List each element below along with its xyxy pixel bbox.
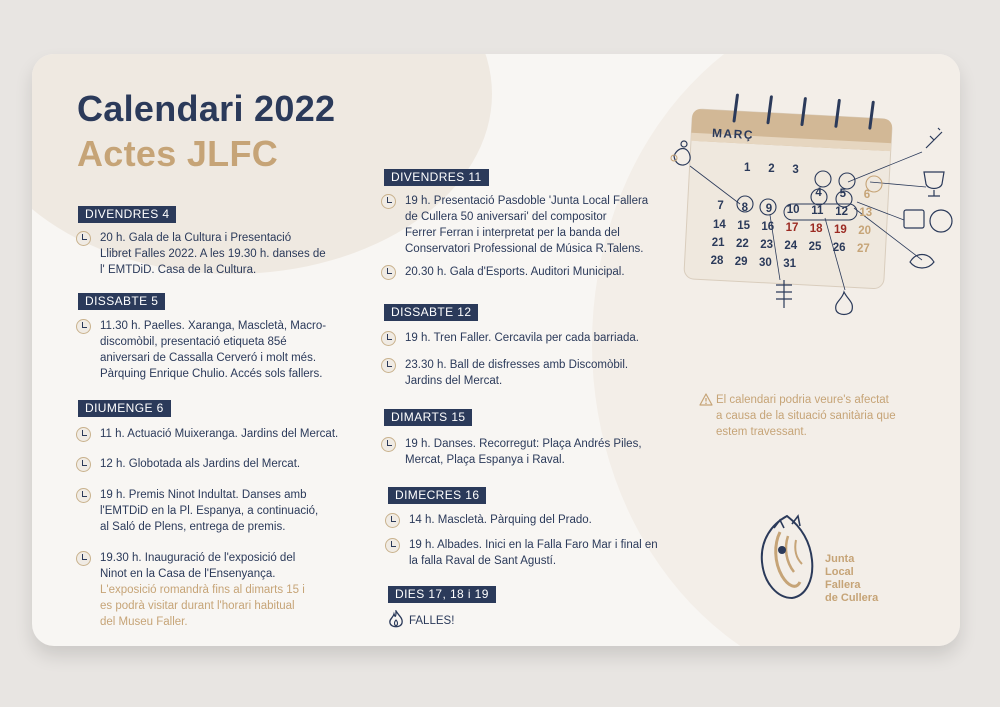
calendar-day: 26 bbox=[832, 242, 846, 255]
clock-icon bbox=[76, 427, 91, 442]
event-item: 19 h. Tren Faller. Cercavila per cada barriada. bbox=[405, 330, 695, 346]
calendar-day: 20 bbox=[858, 225, 871, 238]
day-header: DIMARTS 15 bbox=[384, 409, 472, 426]
event-item: 20 h. Gala de la Cultura i Presentació Llibret Falles 2022. A les 19.30 h. danses de l' EMTDiD. Casa de la Cultura. bbox=[100, 230, 370, 278]
calendar-day: 1 bbox=[743, 162, 751, 175]
calendar-day: 9 bbox=[765, 202, 773, 215]
calendar-day: 8 bbox=[741, 201, 748, 214]
flame-icon bbox=[387, 610, 405, 630]
event-note: es podrà visitar durant l'horari habitual bbox=[100, 600, 295, 612]
calendar-day: 12 bbox=[835, 205, 848, 218]
calendar-day: 27 bbox=[856, 243, 870, 256]
event-item: 19 h. Premis Ninot Indultat. Danses amb l'EMTDiD en la Pl. Espanya, a continuació, al Saló de Plens, entrega de premis. bbox=[100, 487, 370, 535]
event-item: 12 h. Globotada als Jardins del Mercat. bbox=[100, 456, 370, 472]
clock-icon bbox=[381, 331, 396, 346]
clock-icon bbox=[385, 538, 400, 553]
calendar-day: 21 bbox=[711, 236, 725, 249]
calendar-day: 13 bbox=[859, 207, 873, 219]
warning-notice: El calendari podria veure's afectat a causa de la situació sanitària que estem travessant. bbox=[716, 394, 896, 438]
calendar-day: 28 bbox=[710, 255, 724, 267]
event-item: 19 h. Albades. Inici en la Falla Faro Mar i final en la falla Raval de Sant Agustí. bbox=[409, 537, 699, 569]
calendar-day: 19 bbox=[833, 224, 847, 237]
calendar-day: 29 bbox=[734, 256, 748, 269]
clock-icon bbox=[76, 457, 91, 472]
calendar-day: 22 bbox=[735, 237, 749, 250]
calendar-day: 14 bbox=[712, 218, 726, 231]
event-item: 11.30 h. Paelles. Xaranga, Mascletà, Macro- discomòbil, presentació etiqueta 85é aniversari de Cassalla Cerveró i molt més. Pàrquing Enrique Chulio. Accés sols fallers. bbox=[100, 318, 370, 382]
clock-icon bbox=[381, 265, 396, 280]
clock-icon bbox=[76, 551, 91, 566]
calendar-illustration bbox=[660, 80, 960, 320]
event-item: 19 h. Danses. Recorregut: Plaça Andrés Piles, Mercat, Plaça Espanya i Raval. bbox=[405, 436, 695, 468]
calendar-day: 16 bbox=[761, 220, 775, 233]
calendar-day: 5 bbox=[839, 187, 846, 200]
event-item: 11 h. Actuació Muixeranga. Jardins del Mercat. bbox=[100, 426, 380, 442]
event-note: L'exposició romandrà fins al dimarts 15 i bbox=[100, 584, 305, 596]
calendar-day: 10 bbox=[786, 203, 800, 216]
calendar-day: 6 bbox=[863, 188, 871, 201]
day-header: DIUMENGE 6 bbox=[78, 400, 171, 417]
calendar-day: 30 bbox=[758, 257, 772, 270]
clock-icon bbox=[381, 437, 396, 452]
calendar-day: 17 bbox=[785, 221, 799, 234]
warning-icon bbox=[699, 393, 713, 407]
event-item: 20.30 h. Gala d'Esports. Auditori Municipal. bbox=[405, 264, 695, 280]
clock-icon bbox=[381, 194, 396, 209]
clock-icon bbox=[76, 231, 91, 246]
page-subtitle: Actes JLFC bbox=[77, 133, 279, 174]
event-item: 14 h. Mascletà. Pàrquing del Prado. bbox=[409, 512, 699, 528]
calendar-day: 15 bbox=[737, 219, 750, 232]
event-note: del Museu Faller. bbox=[100, 616, 188, 628]
day-header: DIVENDRES 11 bbox=[384, 169, 489, 186]
calendar-day: 25 bbox=[808, 241, 822, 254]
calendar-day: 7 bbox=[717, 200, 724, 213]
calendar-day: 4 bbox=[815, 186, 822, 199]
calendar-day: 23 bbox=[760, 239, 773, 251]
event-item: 19.30 h. Inauguració de l'exposició del Ninot en la Casa de l'Ensenyança. L'exposició romandrà fins al dimarts 15 i es podrà visitar durant l'horari habitual del Museu Faller. bbox=[100, 550, 370, 630]
calendar-day: 31 bbox=[783, 258, 796, 271]
clock-icon bbox=[76, 488, 91, 503]
clock-icon bbox=[76, 319, 91, 334]
calendar-month: MARÇ bbox=[711, 125, 755, 143]
event-item: 19 h. Presentació Pasdoble 'Junta Local Fallera de Cullera 50 aniversari' del compositor Ferrer Ferran i interpretat per la banda del Conservatori Professional de Música R.Talens. bbox=[405, 193, 695, 257]
junta-logo-text: Junta Local Fallera de Cullera bbox=[825, 553, 879, 604]
calendar-day: 11 bbox=[811, 204, 824, 217]
day-header: DIVENDRES 4 bbox=[78, 206, 176, 223]
day-header: DIMECRES 16 bbox=[388, 487, 486, 504]
clock-icon bbox=[385, 513, 400, 528]
event-item: FALLES! bbox=[409, 613, 609, 629]
clock-icon bbox=[381, 358, 396, 373]
day-header: DIES 17, 18 i 19 bbox=[388, 586, 496, 603]
calendar-day: 3 bbox=[792, 164, 799, 177]
calendar-day: 24 bbox=[784, 240, 798, 253]
page-title: Calendari 2022 bbox=[77, 88, 336, 129]
calendar-day: 2 bbox=[768, 163, 775, 176]
calendar-day: 18 bbox=[809, 223, 823, 235]
day-header: DISSABTE 5 bbox=[78, 293, 165, 310]
junta-logo-emblem bbox=[752, 510, 822, 602]
event-item: 23.30 h. Ball de disfresses amb Discomòbil. Jardins del Mercat. bbox=[405, 357, 695, 389]
day-header: DISSABTE 12 bbox=[384, 304, 478, 321]
